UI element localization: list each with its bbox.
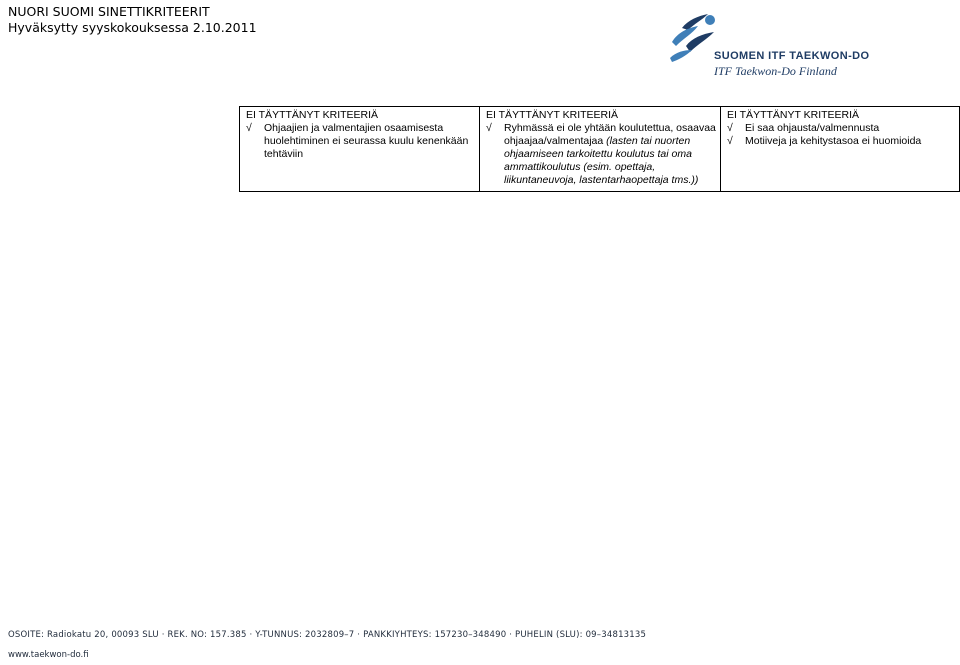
organization-name: SUOMEN ITF TAEKWON-DO: [714, 50, 870, 62]
taekwondo-figure-icon: [664, 6, 720, 64]
header-approval-date: Hyväksytty syyskokouksessa 2.10.2011: [8, 20, 257, 35]
document-header: [8, 4, 257, 36]
criteria-cell-2: [480, 107, 721, 192]
criteria-item: [246, 122, 475, 161]
header-title: NUORI SUOMI SINETTIKRITEERIT: [8, 4, 210, 19]
checkmark-icon: √: [486, 122, 492, 134]
checkmark-icon: √: [246, 122, 252, 134]
criteria-text-wrapper: [504, 122, 716, 187]
criteria-text: Ohjaajien ja valmentajien osaamisesta huolehtiminen ei seurassa kuulu kenenkään tehtäviin: [264, 122, 469, 160]
criteria-note: (lasten tai nuorten ohjaamiseen tarkoitettu koulutus tai oma ammattikoulutus (esim. opettaja, liikuntaneuvoja, lastentarhaopettaja tms.)): [504, 135, 699, 186]
criteria-item: [486, 122, 716, 187]
cell-title: EI TÄYTTÄNYT KRITEERIÄ: [486, 109, 619, 121]
footer-website-link[interactable]: www.taekwon-do.fi: [8, 650, 89, 660]
criteria-text: Ryhmässä ei ole yhtään koulutettua, osaavaa ohjaajaa/valmentajaa: [504, 122, 716, 147]
criteria-cell-1: [240, 107, 480, 192]
cell-title: EI TÄYTTÄNYT KRITEERIÄ: [727, 109, 860, 121]
criteria-text: Ei saa ohjausta/valmennusta: [745, 122, 880, 134]
criteria-cell-3: [721, 107, 960, 192]
cell-title: EI TÄYTTÄNYT KRITEERIÄ: [246, 109, 379, 121]
criteria-item: [727, 135, 955, 148]
criteria-table: [239, 106, 960, 192]
checkmark-icon: √: [727, 122, 733, 134]
checkmark-icon: √: [727, 135, 733, 147]
organization-logo: [664, 6, 904, 76]
footer-address: OSOITE: Radiokatu 20, 00093 SLU · REK. NO: 157.385 · Y-TUNNUS: 2032809–7 · PANKKIYHTEYS: 157230–348490 · PUHELIN (SLU): 09–34813135: [8, 630, 647, 640]
table-row: [240, 107, 960, 192]
organization-subname: ITF Taekwon-Do Finland: [714, 64, 837, 78]
criteria-item: [727, 122, 955, 135]
criteria-text: Motiiveja ja kehitystasoa ei huomioida: [745, 135, 922, 147]
